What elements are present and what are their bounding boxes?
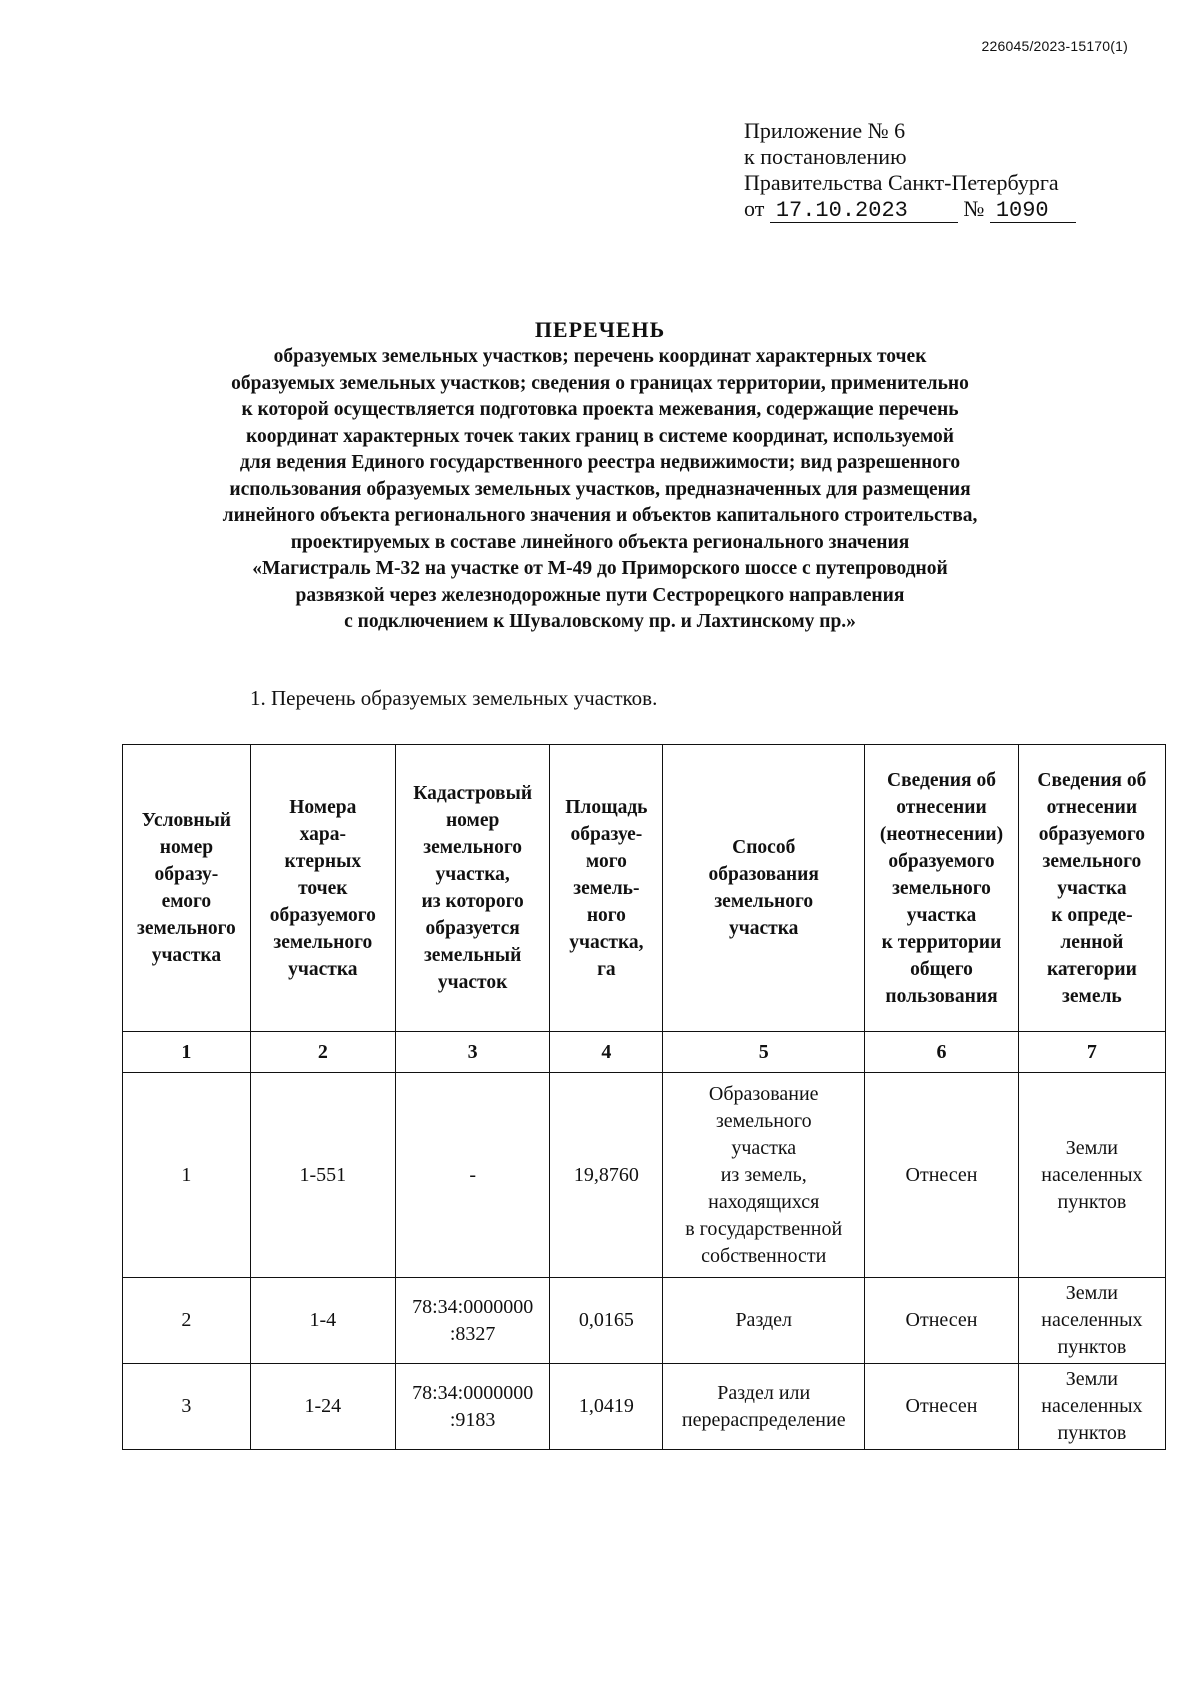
header-text: отнесении xyxy=(1046,796,1138,818)
header-text: участка xyxy=(729,918,799,939)
cell-text: населенных xyxy=(1041,1163,1143,1186)
header-text: участка xyxy=(1057,877,1127,899)
cell-area xyxy=(550,1278,663,1364)
header-text: номер xyxy=(159,837,214,858)
document-subtitle xyxy=(100,344,1100,636)
column-number: 7 xyxy=(1018,1032,1165,1073)
header-point-numbers xyxy=(250,745,395,1032)
cell-text: Отнесен xyxy=(905,1309,978,1331)
cell-text: находящихся xyxy=(708,1190,820,1213)
cell-text: Раздел или xyxy=(717,1381,811,1404)
header-text: к территории xyxy=(881,931,1002,953)
header-text: земельного xyxy=(1042,850,1142,872)
cell-text: :8327 xyxy=(449,1322,496,1345)
cell-public-use xyxy=(865,1073,1019,1278)
header-text: участка xyxy=(151,945,222,966)
subtitle-line: координат характерных точек таких границ в системе координат, используемой xyxy=(246,425,954,447)
cell-text: населенных xyxy=(1041,1309,1143,1331)
cell-text: пунктов xyxy=(1057,1336,1127,1358)
cell-area xyxy=(550,1073,663,1278)
header-text: образования xyxy=(708,864,819,885)
header-text: Сведения об xyxy=(887,769,996,791)
column-number: 6 xyxy=(865,1032,1019,1073)
cell-points xyxy=(250,1278,395,1364)
section-label: 1. Перечень образуемых земельных участков. xyxy=(250,686,658,710)
cell-text: 78:34:0000000 xyxy=(412,1295,534,1318)
appendix-block xyxy=(744,118,1076,223)
table-row xyxy=(123,1364,1166,1450)
cell-points xyxy=(250,1073,395,1278)
document-registration-number: 226045/2023-15170(1) xyxy=(981,38,1128,54)
subtitle-line: с подключением к Шуваловскому пр. и Лахтинскому пр.» xyxy=(344,611,856,632)
subtitle-line: «Магистраль М-32 на участке от М-49 до Приморского шоссе с путепроводной xyxy=(252,558,948,579)
number-label: № xyxy=(963,196,985,221)
header-text: мого xyxy=(585,850,627,872)
subtitle-line: образуемых земельных участков; перечень координат характерных точек xyxy=(273,346,927,367)
column-number-row xyxy=(123,1032,1166,1073)
header-text: пользования xyxy=(885,985,998,1007)
header-text: образуемого xyxy=(888,850,995,872)
cell-text: Земли xyxy=(1065,1282,1119,1304)
cell-text: 2 xyxy=(181,1309,192,1331)
column-number: 1 xyxy=(123,1032,251,1073)
header-text: участка, xyxy=(569,931,644,953)
cell-points xyxy=(250,1364,395,1450)
header-public-use xyxy=(865,745,1019,1032)
cell-category xyxy=(1018,1364,1165,1450)
header-text: общего xyxy=(910,958,973,980)
header-text: Номера xyxy=(289,796,357,818)
cell-area xyxy=(550,1364,663,1450)
cell-text: в государственной xyxy=(685,1217,843,1240)
cell-text: 3 xyxy=(181,1395,192,1417)
cell-cadastral xyxy=(395,1073,550,1278)
cell-text: 1-4 xyxy=(309,1309,337,1331)
header-text: га xyxy=(597,958,616,980)
header-text: Условный xyxy=(141,810,232,831)
header-text: земельного xyxy=(892,877,991,899)
cell-text: - xyxy=(469,1163,476,1186)
header-text: участка, xyxy=(435,864,510,885)
cell-public-use xyxy=(865,1364,1019,1450)
cell-method xyxy=(663,1073,865,1278)
subtitle-line: к которой осуществляется подготовка проекта межевания, содержащие перечень xyxy=(241,399,959,420)
header-text: образуемого xyxy=(269,904,376,926)
header-text: земельного xyxy=(273,931,373,953)
cell-number xyxy=(123,1073,251,1278)
header-text: земельного xyxy=(423,837,523,858)
cell-text: пунктов xyxy=(1057,1190,1127,1213)
header-text: земельного xyxy=(714,891,814,912)
header-text: хара- xyxy=(299,823,346,845)
cell-text: населенных xyxy=(1041,1395,1143,1417)
header-formation-method xyxy=(663,745,865,1032)
subtitle-line: развязкой через железнодорожные пути Сестрорецкого направления xyxy=(295,584,905,606)
cell-method xyxy=(663,1278,865,1364)
cell-text: Образование xyxy=(708,1082,819,1105)
header-text: образуе- xyxy=(570,823,643,845)
cell-text: 1-24 xyxy=(304,1395,342,1417)
cell-number xyxy=(123,1364,251,1450)
header-text: ного xyxy=(586,904,626,926)
cell-number xyxy=(123,1278,251,1364)
subtitle-line: для ведения Единого государственного реестра недвижимости; вид разрешенного xyxy=(239,452,961,473)
appendix-number: Приложение № 6 xyxy=(744,118,906,143)
column-number: 2 xyxy=(250,1032,395,1073)
header-text: Площадь xyxy=(565,796,648,818)
cell-text: собственности xyxy=(701,1244,827,1267)
header-text: категории xyxy=(1046,958,1137,980)
cell-category xyxy=(1018,1278,1165,1364)
table-header-row xyxy=(123,745,1166,1032)
cell-text: Раздел xyxy=(735,1309,793,1331)
cell-text: 19,8760 xyxy=(573,1163,639,1186)
header-land-category xyxy=(1018,745,1165,1032)
column-number: 3 xyxy=(395,1032,550,1073)
subtitle-line: образуемых земельных участков; сведения о границах территории, применительно xyxy=(231,372,969,394)
column-number: 5 xyxy=(663,1032,865,1073)
header-text: (неотнесении) xyxy=(879,823,1004,845)
header-text: земель- xyxy=(573,877,640,899)
appendix-resolution-line: к постановлению xyxy=(744,144,907,169)
header-text: Сведения об xyxy=(1037,769,1147,791)
column-number: 4 xyxy=(550,1032,663,1073)
subtitle-line: проектируемых в составе линейного объекта регионального значения xyxy=(290,531,910,553)
subtitle-line: линейного объекта регионального значения и объектов капитального строительства, xyxy=(222,505,978,526)
cell-category xyxy=(1018,1073,1165,1278)
cell-text: 1,0419 xyxy=(578,1395,634,1417)
parcels-table xyxy=(122,744,1166,1450)
cell-text: 78:34:0000000 xyxy=(412,1381,534,1404)
header-text: участок xyxy=(437,972,508,993)
header-text: емого xyxy=(161,891,212,912)
header-text: земельного xyxy=(137,918,236,939)
cell-text: Отнесен xyxy=(905,1163,978,1186)
cell-text: 1-551 xyxy=(299,1163,347,1186)
cell-text: из земель, xyxy=(720,1163,807,1186)
header-text: образуемого xyxy=(1038,823,1146,845)
cell-method xyxy=(663,1364,865,1450)
header-text: земельный xyxy=(423,945,522,966)
cell-cadastral xyxy=(395,1364,550,1450)
header-text: образу- xyxy=(154,864,219,885)
cell-text: Земли xyxy=(1065,1368,1119,1390)
from-label: от xyxy=(744,196,765,221)
header-cadastral-number xyxy=(395,745,550,1032)
header-area xyxy=(550,745,663,1032)
resolution-number: 1090 xyxy=(990,200,1076,223)
header-text: участка xyxy=(288,958,358,980)
cell-text: 1 xyxy=(181,1163,192,1186)
resolution-date: 17.10.2023 xyxy=(770,200,958,223)
header-text: точек xyxy=(298,877,348,899)
header-text: образуется xyxy=(425,918,520,939)
cell-text: Отнесен xyxy=(905,1395,978,1417)
cell-text: :9183 xyxy=(449,1408,496,1431)
header-text: Кадастровый xyxy=(413,783,533,804)
cell-text: Земли xyxy=(1065,1136,1119,1159)
header-text: из которого xyxy=(421,891,524,912)
header-text: земель xyxy=(1062,985,1122,1007)
header-text: отнесении xyxy=(896,796,987,818)
subtitle-line: использования образуемых земельных участков, предназначенных для размещения xyxy=(229,478,971,500)
cell-text: 0,0165 xyxy=(578,1309,634,1331)
table-row xyxy=(123,1278,1166,1364)
document-title: ПЕРЕЧЕНЬ xyxy=(534,317,666,342)
cell-text: пунктов xyxy=(1057,1422,1127,1444)
table-row xyxy=(123,1073,1166,1278)
appendix-government-line: Правительства Санкт-Петербурга xyxy=(744,170,1059,195)
cell-text: перераспределение xyxy=(681,1408,846,1431)
header-conditional-number xyxy=(123,745,251,1032)
cell-cadastral xyxy=(395,1278,550,1364)
appendix-date-line xyxy=(744,196,1076,223)
header-text: к опреде- xyxy=(1051,904,1133,926)
document-heading xyxy=(100,316,1100,636)
header-text: номер xyxy=(445,810,500,831)
header-text: ктерных xyxy=(284,850,362,872)
cell-text: участка xyxy=(731,1136,797,1159)
header-text: участка xyxy=(906,904,977,926)
cell-public-use xyxy=(865,1278,1019,1364)
header-text: Способ xyxy=(732,837,796,858)
cell-text: земельного xyxy=(715,1109,812,1132)
header-text: ленной xyxy=(1060,931,1124,953)
